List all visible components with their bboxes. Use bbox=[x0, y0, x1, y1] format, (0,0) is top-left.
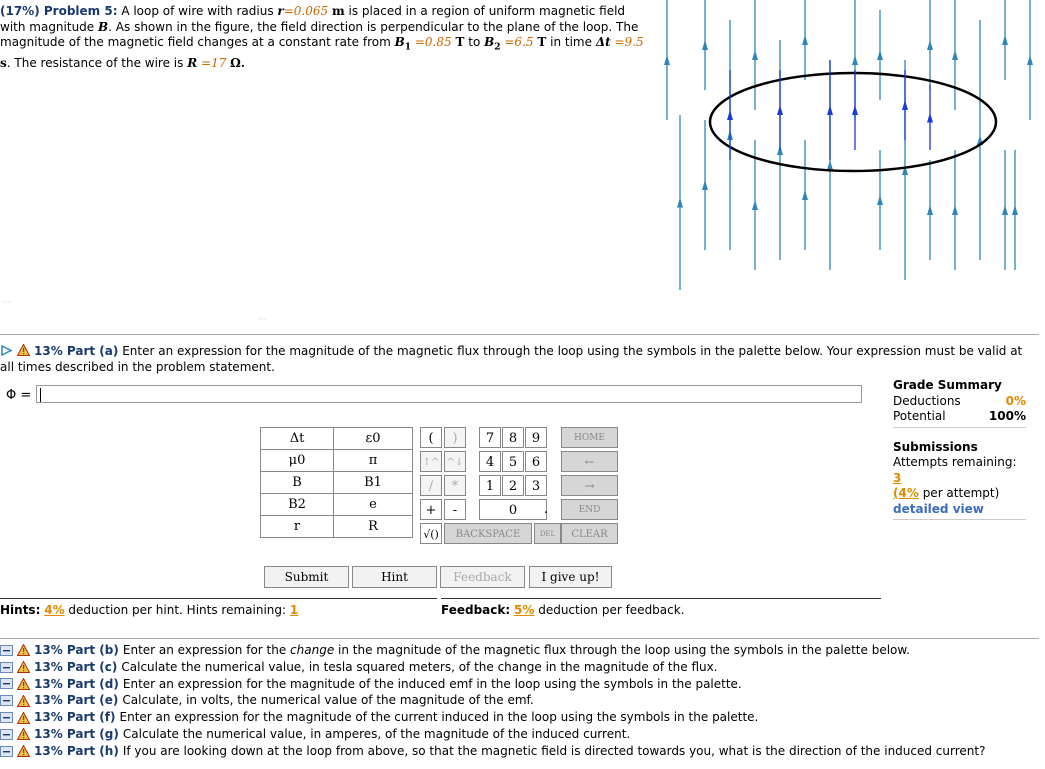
key-close-paren[interactable]: ) bbox=[444, 427, 466, 448]
part-text: Calculate the numerical value, in amperes, of the magnitude of the induced current. bbox=[122, 726, 631, 741]
key-clear[interactable]: CLEAR bbox=[561, 523, 618, 544]
key-caret[interactable]: ^↓ bbox=[444, 451, 466, 472]
part-text: Enter an expression for the magnitude of the current induced in the loop using the symbols in the palette. bbox=[119, 710, 759, 725]
hints-info bbox=[0, 603, 298, 617]
key-3[interactable]: 3 bbox=[525, 475, 547, 496]
part-label: 13% Part (e) bbox=[34, 693, 119, 708]
arrowhead-icon bbox=[802, 190, 808, 200]
answer-label: Φ = bbox=[6, 388, 32, 403]
palette-symbol[interactable]: μ0 bbox=[261, 450, 334, 472]
magnetic-field-figure bbox=[655, 0, 1040, 290]
palette-symbol[interactable]: Δt bbox=[261, 428, 334, 450]
part-label: 13% Part (h) bbox=[34, 743, 119, 758]
part-text: Enter an expression for the change in the magnitude of the magnetic flux through the loop using the symbols in the palette below. bbox=[122, 643, 910, 657]
attempts-value: 3 bbox=[893, 470, 902, 485]
palette-symbol[interactable]: π bbox=[334, 450, 413, 472]
feedback-pct: 5% bbox=[514, 603, 535, 617]
arrowhead-icon bbox=[677, 198, 683, 208]
value-dt: =9.5 bbox=[614, 35, 644, 49]
var-B: B bbox=[98, 19, 109, 34]
ghost-text: ··· bbox=[2, 298, 11, 308]
submissions-title: Submissions bbox=[893, 439, 978, 454]
give-up-button[interactable]: I give up! bbox=[529, 566, 612, 588]
key-1[interactable]: 1 bbox=[479, 475, 501, 496]
arrowhead-icon bbox=[777, 105, 783, 115]
warning-icon bbox=[17, 745, 30, 757]
grade-title: Grade Summary bbox=[893, 378, 1002, 392]
key-left-arrow[interactable]: ← bbox=[561, 451, 618, 472]
key-dot[interactable]: . bbox=[543, 502, 549, 517]
arrowhead-icon bbox=[727, 110, 733, 120]
warning-icon bbox=[17, 695, 30, 707]
key-plus[interactable]: + bbox=[420, 499, 442, 520]
key-7[interactable]: 7 bbox=[479, 427, 501, 448]
problem-text: to bbox=[468, 35, 481, 49]
divider bbox=[0, 638, 1039, 639]
arrowhead-icon bbox=[664, 55, 670, 65]
warning-icon bbox=[17, 712, 30, 724]
symbol-palette bbox=[260, 427, 413, 538]
problem-number: (17%) Problem 5: bbox=[0, 4, 118, 18]
expand-icon[interactable] bbox=[0, 645, 13, 656]
deductions-label: Deductions bbox=[893, 393, 961, 408]
key-end[interactable]: END bbox=[561, 499, 618, 520]
part-text: Calculate the numerical value, in tesla squared meters, of the change in the magnitude of the flux. bbox=[121, 659, 718, 674]
problem-text: in time bbox=[550, 35, 592, 49]
arrowhead-icon bbox=[827, 105, 833, 115]
palette-symbol[interactable]: B1 bbox=[334, 472, 413, 494]
part-label: 13% Part (c) bbox=[34, 659, 118, 674]
var-dt: Δt bbox=[595, 35, 611, 49]
problem-text: . As shown in the figure, the field direction is perpendicular to the plane of the loop. The magnitude of the magnetic field changes at a constant rate from bbox=[0, 19, 639, 49]
key-8[interactable]: 8 bbox=[502, 427, 524, 448]
var-R: R bbox=[187, 55, 198, 70]
arrowhead-icon bbox=[877, 195, 883, 205]
submit-button[interactable]: Submit bbox=[264, 566, 349, 588]
value-r: =0.065 bbox=[283, 4, 329, 18]
key-del[interactable]: DEL bbox=[534, 523, 561, 544]
key-right-arrow[interactable]: → bbox=[561, 475, 618, 496]
key-up[interactable]: ↑^ bbox=[420, 451, 442, 472]
warning-icon bbox=[17, 344, 30, 356]
key-open-paren[interactable]: ( bbox=[420, 427, 442, 448]
play-icon[interactable] bbox=[0, 345, 13, 356]
arrowhead-icon bbox=[702, 40, 708, 50]
feedback-text: deduction per feedback. bbox=[538, 603, 685, 617]
divider bbox=[893, 427, 1026, 428]
key-4[interactable]: 4 bbox=[479, 451, 501, 472]
parts-list bbox=[0, 642, 985, 760]
divider bbox=[0, 334, 1039, 335]
key-star[interactable]: * bbox=[444, 475, 466, 496]
text-caret bbox=[40, 388, 41, 402]
arrowhead-icon bbox=[1002, 205, 1008, 215]
palette-symbol[interactable]: R bbox=[334, 516, 413, 538]
arrowhead-icon bbox=[952, 205, 958, 215]
warning-icon bbox=[17, 644, 30, 656]
arrowhead-icon bbox=[852, 105, 858, 115]
part-a-text: Enter an expression for the magnitude of the magnetic flux through the loop using the symbols in the palette below. Your expression must be valid at all times described in the problem statement. bbox=[0, 344, 1023, 374]
arrowhead-icon bbox=[1027, 55, 1033, 65]
arrowhead-icon bbox=[802, 35, 808, 45]
part-row[interactable] bbox=[0, 726, 985, 743]
hints-text: deduction per hint. Hints remaining: bbox=[68, 603, 287, 617]
warning-icon bbox=[17, 728, 30, 740]
feedback-info bbox=[441, 603, 685, 617]
part-row[interactable] bbox=[0, 692, 985, 709]
arrowhead-icon bbox=[952, 50, 958, 60]
detailed-view-link[interactable]: detailed view bbox=[893, 501, 984, 516]
expand-icon[interactable] bbox=[0, 729, 13, 740]
part-label: 13% Part (d) bbox=[34, 676, 119, 691]
palette-symbol[interactable]: e bbox=[334, 494, 413, 516]
part-a bbox=[0, 343, 1040, 375]
feedback-label: Feedback: bbox=[441, 603, 511, 617]
arrowhead-icon bbox=[1012, 205, 1018, 215]
ghost-text: ··· bbox=[258, 315, 267, 325]
var-B2: B bbox=[484, 35, 495, 49]
wire-loop bbox=[710, 73, 996, 171]
part-row[interactable] bbox=[0, 743, 985, 760]
arrowhead-icon bbox=[702, 180, 708, 190]
arrowhead-icon bbox=[827, 160, 833, 170]
expand-icon[interactable] bbox=[0, 746, 13, 757]
per-attempt-pct: (4% bbox=[893, 486, 919, 500]
attempts-label: Attempts remaining: bbox=[893, 455, 1017, 469]
arrowhead-icon bbox=[752, 50, 758, 60]
part-a-label: 13% Part (a) bbox=[34, 344, 119, 358]
arrowhead-icon bbox=[852, 55, 858, 65]
key-minus[interactable]: - bbox=[444, 499, 466, 520]
expand-icon[interactable] bbox=[0, 662, 13, 673]
var-B1-sub: 1 bbox=[404, 42, 412, 53]
potential-label: Potential bbox=[893, 409, 946, 423]
deductions-value: 0% bbox=[1005, 393, 1026, 408]
arrowhead-icon bbox=[1002, 35, 1008, 45]
feedback-divider bbox=[441, 598, 881, 599]
hints-divider bbox=[0, 598, 437, 599]
arrowhead-icon bbox=[927, 113, 933, 123]
hints-pct: 4% bbox=[44, 603, 65, 617]
palette-symbol[interactable]: B2 bbox=[261, 494, 334, 516]
problem-statement bbox=[0, 4, 648, 71]
potential-value: 100% bbox=[988, 409, 1026, 423]
part-text: Calculate, in volts, the numerical value of the magnitude of the emf. bbox=[122, 693, 534, 708]
palette-symbol[interactable]: B bbox=[261, 472, 334, 494]
part-row[interactable] bbox=[0, 676, 985, 693]
part-label: 13% Part (g) bbox=[34, 726, 119, 741]
value-R: =17 bbox=[201, 55, 227, 70]
unit-m: m bbox=[331, 4, 345, 18]
value-B1: =0.85 bbox=[414, 35, 452, 49]
arrowhead-icon bbox=[752, 200, 758, 210]
var-B1: B bbox=[394, 35, 405, 49]
expand-icon[interactable] bbox=[0, 695, 13, 706]
arrowhead-icon bbox=[902, 100, 908, 110]
palette-symbol[interactable]: ε0 bbox=[334, 428, 413, 450]
part-label: 13% Part (f) bbox=[34, 710, 116, 725]
key-home[interactable]: HOME bbox=[561, 427, 618, 448]
unit-ohm: Ω. bbox=[230, 55, 246, 70]
palette-symbol[interactable]: r bbox=[261, 516, 334, 538]
arrowhead-icon bbox=[927, 205, 933, 215]
expand-icon[interactable] bbox=[0, 678, 13, 689]
answer-input[interactable] bbox=[36, 385, 862, 403]
unit-s: s bbox=[0, 55, 7, 70]
hints-label: Hints: bbox=[0, 603, 41, 617]
problem-text: is placed in a region of uniform magnetic field with magnitude bbox=[0, 4, 626, 34]
unit-T: T bbox=[537, 35, 547, 49]
key-6[interactable]: 6 bbox=[525, 451, 547, 472]
arrowhead-icon bbox=[927, 40, 933, 50]
key-slash[interactable]: / bbox=[420, 475, 442, 496]
key-5[interactable]: 5 bbox=[502, 451, 524, 472]
arrowhead-icon bbox=[877, 50, 883, 60]
warning-icon bbox=[17, 678, 30, 690]
unit-T: T bbox=[455, 35, 465, 49]
key-0[interactable]: 0 bbox=[479, 499, 547, 520]
part-row[interactable] bbox=[0, 642, 985, 659]
per-attempt-text: per attempt) bbox=[922, 486, 1000, 500]
grade-summary bbox=[893, 378, 1026, 524]
key-9[interactable]: 9 bbox=[525, 427, 547, 448]
key-2[interactable]: 2 bbox=[502, 475, 524, 496]
part-text: If you are looking down at the loop from above, so that the magnetic field is directed towards you, what is the direction of the induced current? bbox=[122, 743, 986, 758]
key-backspace[interactable]: BACKSPACE bbox=[444, 523, 532, 544]
key-sqrt[interactable]: √() bbox=[420, 523, 442, 544]
part-row[interactable] bbox=[0, 709, 985, 726]
hints-remaining: 1 bbox=[289, 603, 299, 617]
part-row[interactable] bbox=[0, 659, 985, 676]
feedback-button[interactable]: Feedback bbox=[440, 566, 525, 588]
problem-text: A loop of wire with radius bbox=[121, 4, 274, 18]
value-B2: =6.5 bbox=[504, 35, 534, 49]
part-label: 13% Part (b) bbox=[34, 643, 119, 657]
expand-icon[interactable] bbox=[0, 712, 13, 723]
var-r: r bbox=[277, 4, 284, 18]
problem-text: . The resistance of the wire is bbox=[6, 55, 184, 70]
hint-button[interactable]: Hint bbox=[352, 566, 437, 588]
divider bbox=[893, 519, 1026, 520]
var-B2-sub: 2 bbox=[494, 42, 501, 53]
part-text: Enter an expression for the magnitude of the induced emf in the loop using the symbols in the palette. bbox=[122, 676, 742, 691]
warning-icon bbox=[17, 661, 30, 673]
